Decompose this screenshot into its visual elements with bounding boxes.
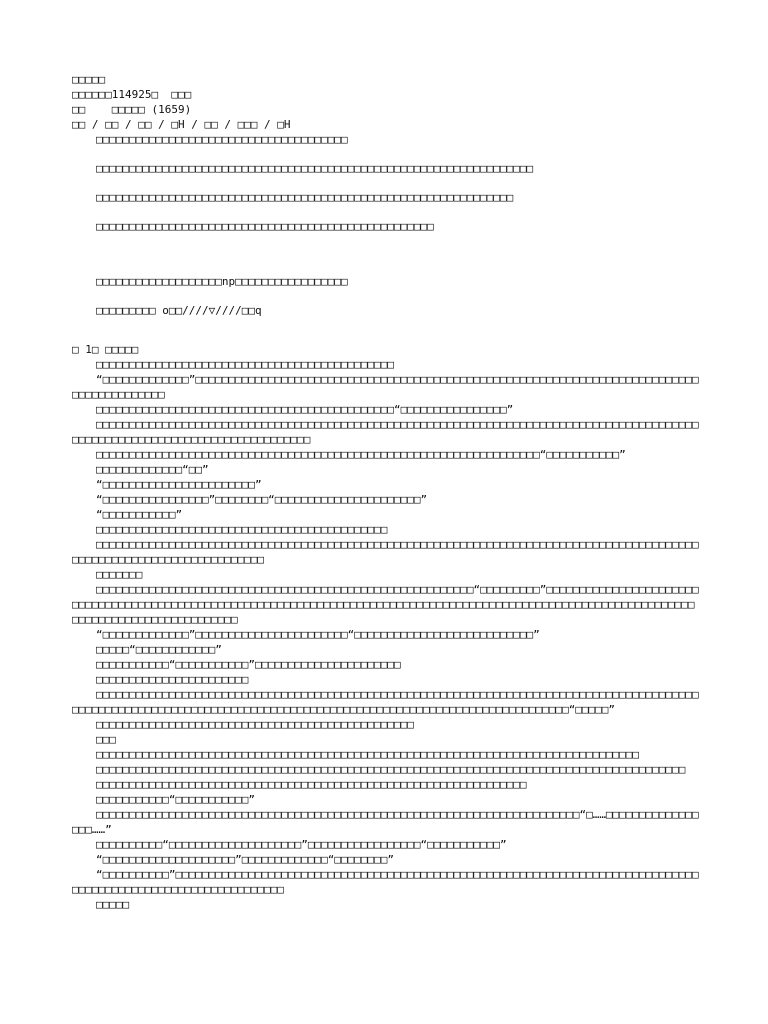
chapter-paragraph: □□□□□□□□□□□□□□□□□□□□□□□□□□□□□□□□□□□□□□□□□□□□□□□□□□□□□□□□□□□□□□□□□□□□□□□□□□□□□□□□□□ — [96, 748, 640, 761]
chapter-paragraph: □□□□□□□□□□□□□□□□□□□□□□□□□□□□□□□□□□□□□□□□□□□□□□□□□□□□□□□□□□□□□□□□□ — [96, 778, 527, 791]
chapter-paragraph: □□□□□□□□□□□□□□□□□□□□□□□□□□□□□□□□□□□□□□□□□□□□□□□□□□□□□□□□□“□□□□□□□□□”□□□□□□□□□□□□□□□□□□□□□□□□□□□□□□□□□□□□□□□□□□□□□□□□□□□□□□□□□□□□□□□□□□□□□□□□□□□□□□□□□□□□□□□□□□□□□□□□□□□□□□□□□□□□□□□□□□□□□□□□□□□□□□□□□□□□□□□□□□□□□□ — [72, 583, 699, 626]
chapter-paragraph: □□□□□□□□□□□□□□□□□□□□□□□□□□□□□□□□□□□□□□□□□□□□□□□□□□□□□□□□□□□□□□□□□□□□□□□□□“□……□□□□□□□□□□□□□□□□□……” — [72, 808, 699, 836]
chapter-paragraph: □□□□□□□□□□“□□□□□□□□□□□□□□□□□□□□”□□□□□□□□□□□□□□□□□“□□□□□□□□□□□” — [96, 838, 507, 851]
chapter-paragraph: “□□□□□□□□□□□□□”□□□□□□□□□□□□□□□□□□□□□□□“□□□□□□□□□□□□□□□□□□□□□□□□□□□” — [96, 628, 540, 641]
document-page — [72, 72, 700, 912]
chapter-body — [72, 357, 700, 912]
chapter-paragraph: “□□□□□□□□□□□” — [96, 508, 183, 521]
chapter-paragraph: □□□ — [96, 733, 116, 746]
intro-line-1: □□□□□□□□□□□□□□□□□□□□□□□□□□□□□□□□□□□□□□ — [96, 133, 348, 146]
chapter-paragraph: □□□□□□□□□□□□□□□□□□□□□□□□□□□□□□□□□□□□□□□□□□□□□ — [96, 358, 395, 371]
chapter-paragraph: □□□□□□□□□□□“□□□□□□□□□□□”□□□□□□□□□□□□□□□□□□□□□□ — [96, 658, 401, 671]
chapter-paragraph: □□□□□□□□□□□□□□□□□□□□□□□□□□□□□□□□□□□□□□□□□□□□ — [96, 523, 388, 536]
chapter-paragraph: “□□□□□□□□□□□□□□□□□□□□”□□□□□□□□□□□□□“□□□□□□□□” — [96, 853, 395, 866]
chapter-paragraph: □□□□□□□ — [96, 568, 143, 581]
chapter-paragraph: □□□□□□□□□□□□□□□□□□□□□□□□□□□□□□□□□□□□□□□□□□□□□□□□ — [96, 718, 414, 731]
chapter-paragraph: “□□□□□□□□□□”□□□□□□□□□□□□□□□□□□□□□□□□□□□□□□□□□□□□□□□□□□□□□□□□□□□□□□□□□□□□□□□□□□□□□□□□□□□□□□□□□□□□□□□□□□□□□□□□□□□□□□□□□□□□□□□ — [72, 868, 699, 896]
chapter-paragraph: □□□□□□□□□□□□□□□□□□□□□□□□□□□□□□□□□□□□□□□□□□□□□□□□□□□□□□□□□□□□□□□□□□□□□□□□□□□□□□□□□□□□□□□□□ — [96, 763, 686, 776]
chapter-section — [72, 342, 700, 912]
chapter-paragraph: □□□□□□□□□□□□□□□□□□□□□□□ — [96, 673, 249, 686]
intro-line-2: □□□□□□□□□□□□□□□□□□□□□□□□□□□□□□□□□□□□□□□□□□□□□□□□□□□□□□□□□□□□□□□□□□ — [96, 162, 534, 175]
chapter-heading: □ 1□ □□□□□ — [72, 343, 139, 356]
chapter-paragraph: “□□□□□□□□□□□□□□□□”□□□□□□□□“□□□□□□□□□□□□□□□□□□□□□□” — [96, 493, 428, 506]
chapter-paragraph: □□□□□□□□□□□“□□□□□□□□□□□” — [96, 793, 255, 806]
note-line-1: □□□□□□□□□□□□□□□□□□□np□□□□□□□□□□□□□□□□□ — [96, 275, 348, 288]
chapter-paragraph: □□□□□□□□□□□□□□□□□□□□□□□□□□□□□□□□□□□□□□□□□□□□□□□□□□□□□□□□□□□□□□□□□□□□□□□□□□□□□□□□□□□□□□□□□□□□□□□□□□□□□□□□□□□□□□□□□□□□□□□□□□□□□□□ — [72, 418, 699, 446]
intro-line-3: □□□□□□□□□□□□□□□□□□□□□□□□□□□□□□□□□□□□□□□□□□□□□□□□□□□□□□□□□□□□□□□ — [96, 191, 514, 204]
chapter-paragraph: □□□□□ — [96, 898, 130, 911]
chapter-paragraph: □□□□□“□□□□□□□□□□□□” — [96, 643, 222, 656]
breadcrumb: □□ / □□ / □□ / □H / □□ / □□□ / □H — [72, 118, 291, 131]
chapter-paragraph: □□□□□□□□□□□□□□□□□□□□□□□□□□□□□□□□□□□□□□□□□□□□□□□□□□□□□□□□□□□□□□□□□□□“□□□□□□□□□□□” — [96, 448, 626, 461]
chapter-paragraph: “□□□□□□□□□□□□□□□□□□□□□□□” — [96, 478, 262, 491]
chapter-paragraph: □□□□□□□□□□□□□□□□□□□□□□□□□□□□□□□□□□□□□□□□□□□□□“□□□□□□□□□□□□□□□□” — [96, 403, 514, 416]
doc-header-line-2: □□□□□□114925□ □□□ — [72, 88, 192, 101]
intro-line-4: □□□□□□□□□□□□□□□□□□□□□□□□□□□□□□□□□□□□□□□□□□□□□□□□□□□ — [96, 220, 434, 233]
chapter-paragraph: □□□□□□□□□□□□□□□□□□□□□□□□□□□□□□□□□□□□□□□□□□□□□□□□□□□□□□□□□□□□□□□□□□□□□□□□□□□□□□□□□□□□□□□□□□□□□□□□□□□□□□□□□□□□□□□□□□□□□□□□ — [72, 538, 699, 566]
doc-header-line-1: □□□□□ — [72, 73, 106, 86]
chapter-paragraph: “□□□□□□□□□□□□□”□□□□□□□□□□□□□□□□□□□□□□□□□□□□□□□□□□□□□□□□□□□□□□□□□□□□□□□□□□□□□□□□□□□□□□□□□□□□□□□□□□□□□□□□□□ — [72, 373, 699, 401]
chapter-paragraph: □□□□□□□□□□□□□“□□” — [96, 463, 209, 476]
chapter-paragraph: □□□□□□□□□□□□□□□□□□□□□□□□□□□□□□□□□□□□□□□□□□□□□□□□□□□□□□□□□□□□□□□□□□□□□□□□□□□□□□□□□□□□□□□□□□□□□□□□□□□□□□□□□□□□□□□□□□□□□□□□□□□□□□□□□□□□□□□□□□□□□□□□□□□□□□□□□□□□□□□□□□□□□□“□□□□□” — [72, 688, 699, 716]
doc-header-line-3: □□ □□□□□ (1659) — [72, 103, 192, 116]
note-line-2: □□□□□□□□□ o□□////▽////□□q — [96, 304, 262, 317]
